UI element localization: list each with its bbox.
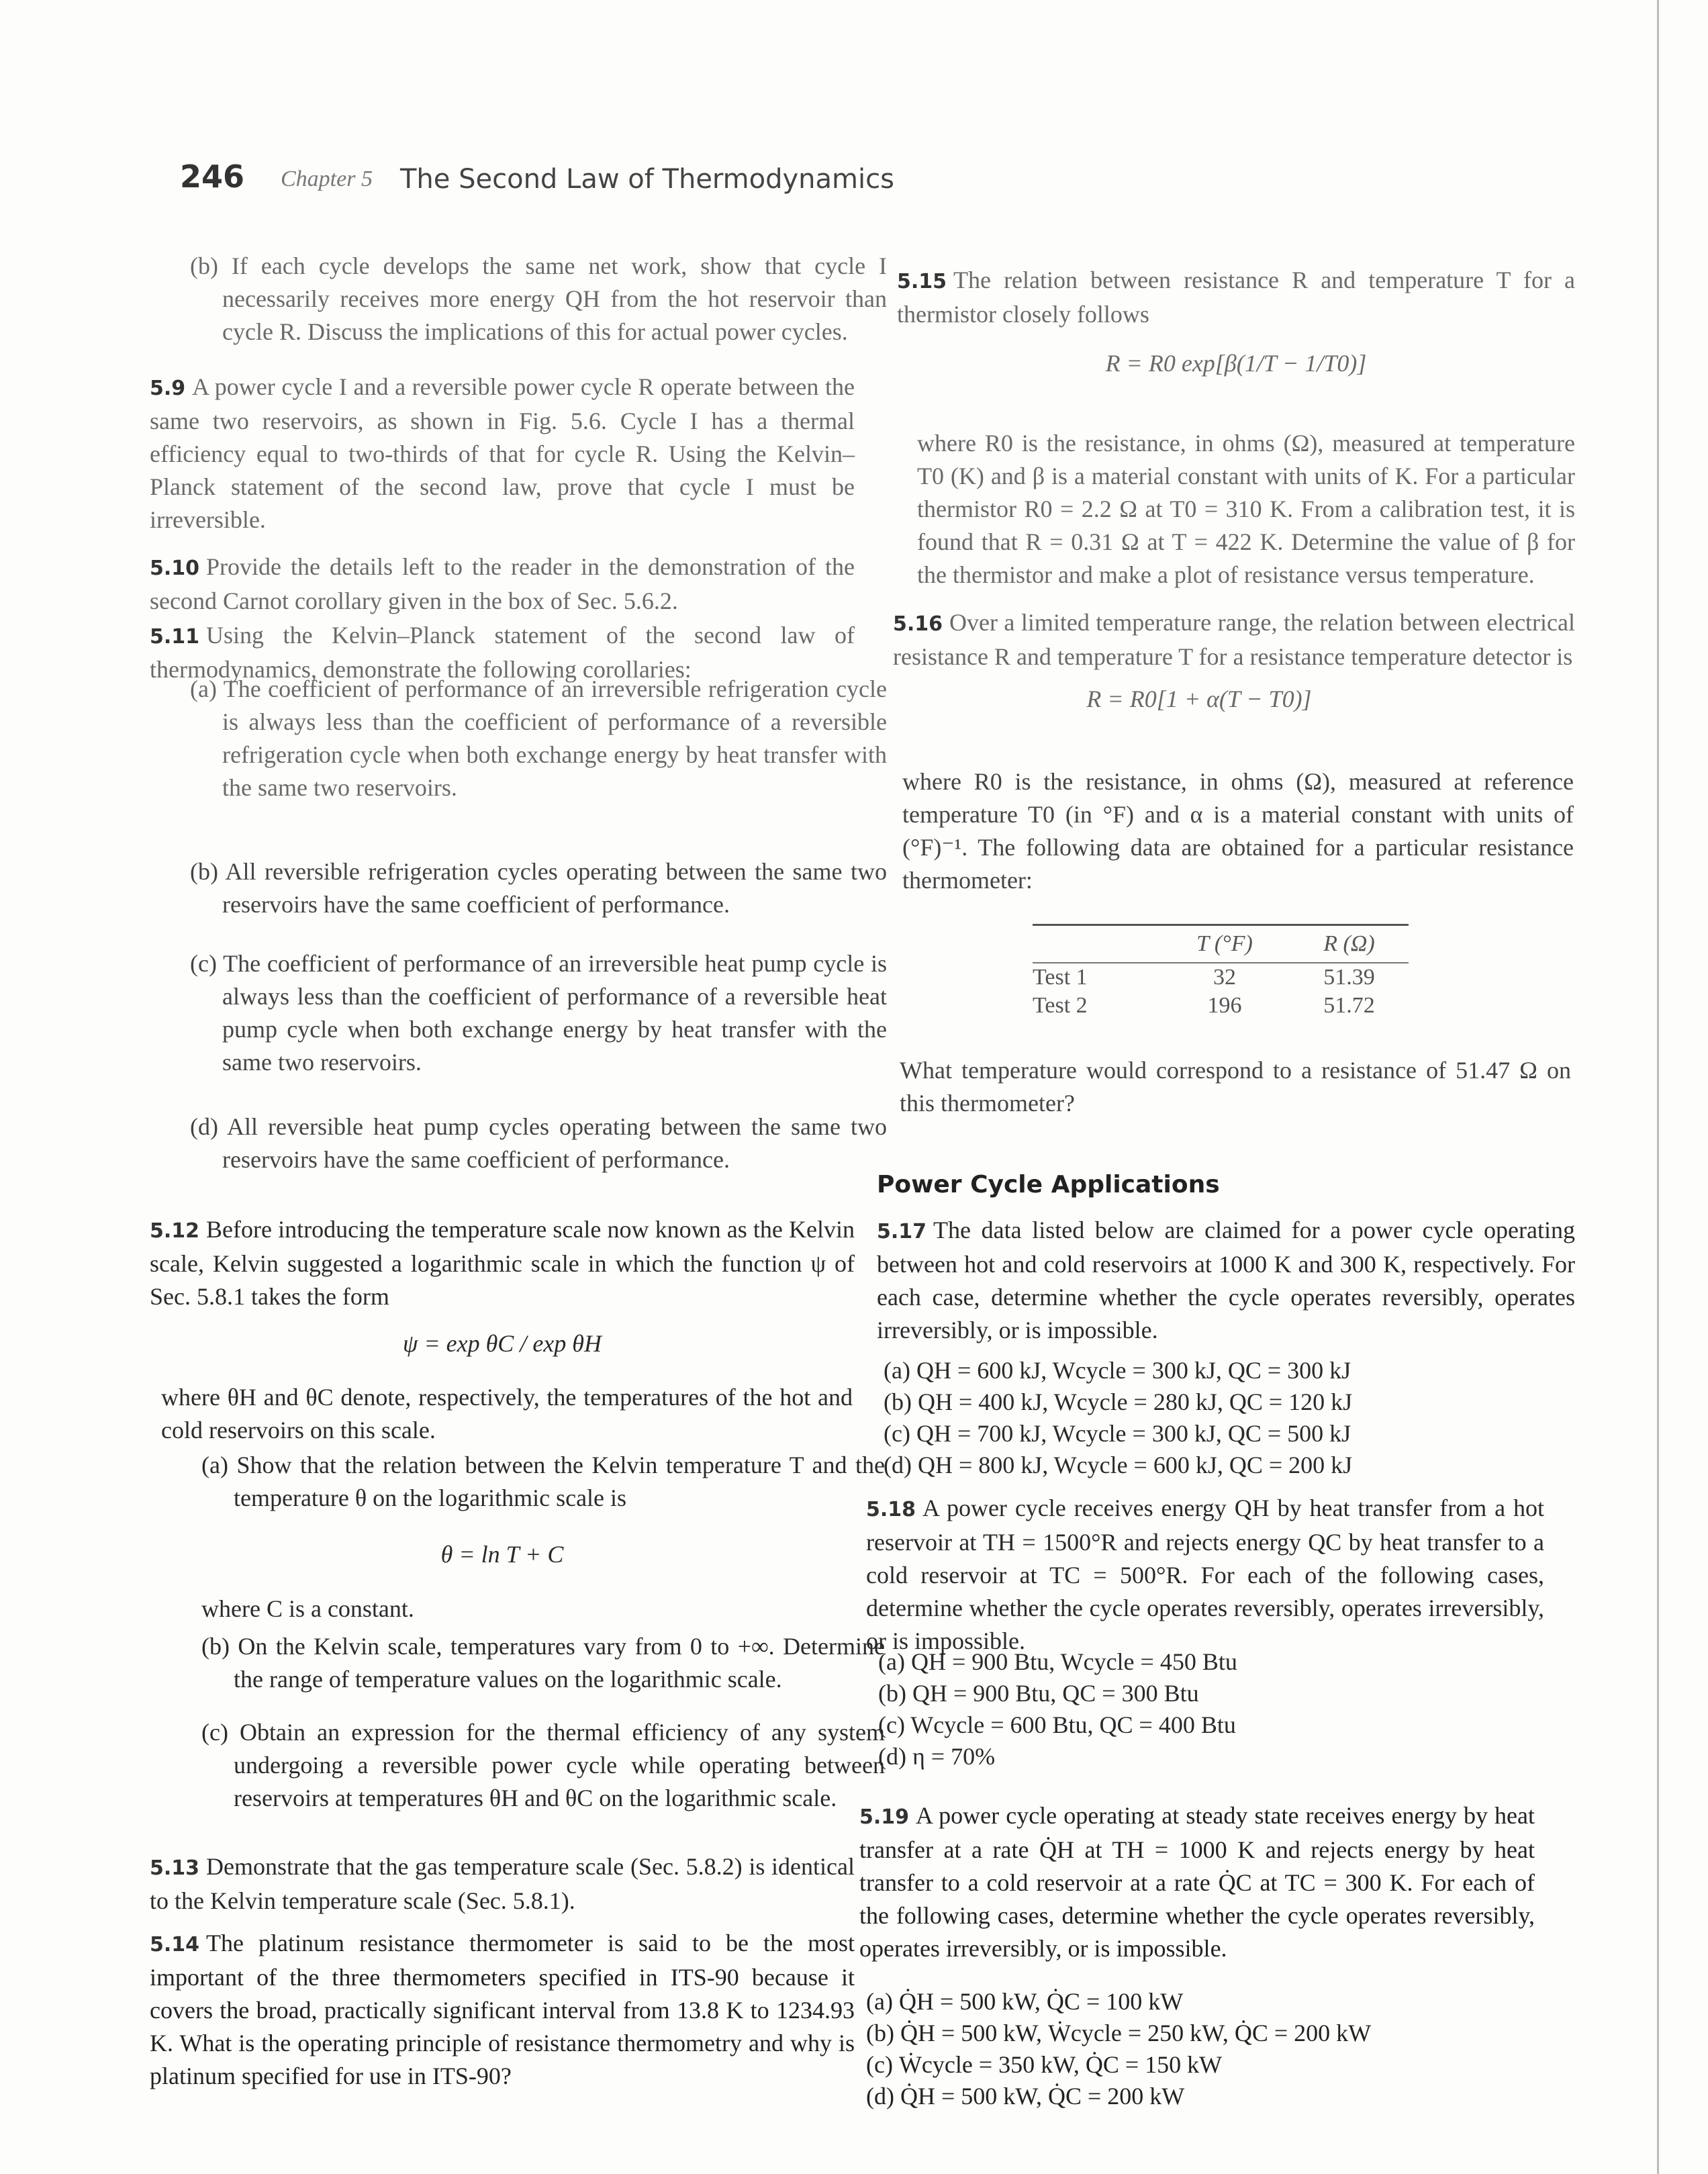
problem-text: Provide the details left to the reader in the demonstration of the second Carnot corollary given in the box of Sec. 5.6.2.: [150, 553, 855, 614]
problem-text: Using the Kelvin–Planck statement of the second law of thermodynamics, demonstrate the following corollaries:: [150, 622, 855, 683]
table-header: [1033, 925, 1159, 963]
table-cell: 32: [1213, 965, 1236, 990]
problem-number: 5.17: [877, 1220, 927, 1243]
problem-5-18-list: [878, 1646, 1550, 1773]
problem-text: A power cycle I and a reversible power cycle R operate between the same two reservoirs, as shown in Fig. 5.6. Cycle I has a thermal efficiency equal to two-thirds of that for cycle R. Using the Kelvin–Planck statement of the second law, prove that cycle I must be irreversible.: [150, 373, 855, 533]
table-cell: 51.72: [1323, 993, 1375, 1018]
list-item: (a) Q̇H = 500 kW, Q̇C = 100 kW: [866, 1988, 1184, 2015]
table-row: [1033, 992, 1409, 1020]
table-row: [1033, 963, 1409, 992]
problem-number: 5.13: [150, 1856, 200, 1880]
table-cell: 196: [1207, 993, 1242, 1018]
problem-5-17-list: [884, 1355, 1555, 1481]
problem-5-12-where: where θH and θC denote, respectively, the temperatures of the hot and cold reservoirs on this scale.: [161, 1384, 853, 1444]
problem-number: 5.10: [150, 557, 200, 580]
problem-5-19: [859, 1799, 1535, 1965]
list-item: (c) Ẇcycle = 350 kW, Q̇C = 150 kW: [866, 2051, 1223, 2078]
list-item: (b) QH = 900 Btu, QC = 300 Btu: [878, 1680, 1199, 1707]
problem-5-12-where-c: where C is a constant.: [201, 1595, 414, 1622]
problem-text: The platinum resistance thermometer is said to be the most important of the three thermometers specified in ITS-90 because it covers the broad, practically significant interval from 13.8 K to 1234.93 K. What is the operating principle of resistance thermometry and why is platinum specified for use in ITS-90?: [150, 1930, 855, 2089]
problem-5-15: [897, 264, 1575, 331]
problem-5-12: [150, 1213, 855, 1313]
problem-5-11c: (c) The coefficient of performance of an irreversible heat pump cycle is always less than the coefficient of performance of a reversible heat pump cycle when both exchange energy by heat transfer with the same two reservoirs.: [190, 950, 887, 1076]
chapter-label: Chapter 5: [281, 167, 373, 191]
problem-number: 5.19: [859, 1805, 910, 1829]
list-item: (d) Q̇H = 500 kW, Q̇C = 200 kW: [866, 2083, 1185, 2110]
page-edge-line: [1657, 0, 1659, 2174]
problem-5-12c: (c) Obtain an expression for the thermal efficiency of any system undergoing a reversible power cycle while operating between reservoirs at temperatures θH and θC on the logarithmic scale.: [201, 1719, 885, 1811]
problem-5-15-where: where R0 is the resistance, in ohms (Ω), measured at temperature T0 (K) and β is a material constant with units of K. For a particular thermistor R0 = 2.2 Ω at T0 = 310 K. From a calibration test, it is found that R = 0.31 Ω at T = 422 K. Determine the value of β for the thermistor and make a plot of resistance versus temperature.: [917, 430, 1575, 588]
equation-psi: ψ = exp θC / exp θH: [403, 1330, 602, 1357]
problem-5-16-question: What temperature would correspond to a resistance of 51.47 Ω on this thermometer?: [900, 1057, 1571, 1117]
problem-number: 5.16: [893, 612, 943, 636]
problem-number: 5.15: [897, 270, 947, 293]
problem-5-19-list: [866, 1986, 1578, 2112]
table-cell: Test 1: [1033, 965, 1088, 990]
table-header: R (Ω): [1290, 925, 1409, 963]
problem-5-9: [150, 371, 855, 536]
data-table: [1033, 924, 1409, 1020]
list-item: (a) QH = 900 Btu, Wcycle = 450 Btu: [878, 1648, 1237, 1675]
list-item: (b) Q̇H = 500 kW, Ẇcycle = 250 kW, Q̇C = 200 kW: [866, 2020, 1372, 2046]
table-header: T (°F): [1159, 925, 1290, 963]
problem-text: Over a limited temperature range, the relation between electrical resistance R and temperature T for a resistance temperature detector is: [893, 609, 1575, 670]
problem-5-10: [150, 551, 855, 618]
problem-number: 5.12: [150, 1219, 200, 1243]
list-item: (b) QH = 400 kJ, Wcycle = 280 kJ, QC = 120 kJ: [884, 1388, 1353, 1415]
problem-text: The data listed below are claimed for a power cycle operating between hot and cold reservoirs at 1000 K and 300 K, respectively. For each case, determine whether the cycle operates reversibly, operates irreversibly, or is impossible.: [877, 1217, 1575, 1343]
problem-5-17: [877, 1214, 1575, 1347]
problem-text: A power cycle receives energy QH by heat transfer from a hot reservoir at TH = 1500°R and rejects energy QC by heat transfer to a cold reservoir at TC = 500°R. For each of the following cases, determine whether the cycle operates reversibly, operates irreversibly, or is impossible.: [866, 1495, 1544, 1654]
list-item: (c) Wcycle = 600 Btu, QC = 400 Btu: [878, 1711, 1236, 1738]
table-cell: Test 2: [1033, 993, 1088, 1018]
problem-text: Before introducing the temperature scale now known as the Kelvin scale, Kelvin suggested a logarithmic scale in which the function ψ of Sec. 5.8.1 takes the form: [150, 1216, 855, 1310]
list-item: (d) QH = 800 kJ, Wcycle = 600 kJ, QC = 200 kJ: [884, 1452, 1353, 1478]
problem-number: 5.18: [866, 1498, 916, 1521]
problem-5-11d: (d) All reversible heat pump cycles operating between the same two reservoirs have the same coefficient of performance.: [190, 1113, 887, 1173]
problem-5-12b: (b) On the Kelvin scale, temperatures vary from 0 to +∞. Determine the range of temperature values on the logarithmic scale.: [201, 1633, 885, 1693]
chapter-title: The Second Law of Thermodynamics: [400, 164, 894, 195]
equation-rtd: R = R0[1 + α(T − T0)]: [1086, 686, 1312, 712]
problem-number: 5.9: [150, 377, 186, 400]
problem-5-11a: (a) The coefficient of performance of an irreversible refrigeration cycle is always less than the coefficient of performance of a reversible refrigeration cycle when both exchange energy by heat transfer with the same two reservoirs.: [190, 675, 887, 801]
problem-text: Demonstrate that the gas temperature scale (Sec. 5.8.2) is identical to the Kelvin temperature scale (Sec. 5.8.1).: [150, 1853, 855, 1914]
problem-5-16: [893, 606, 1575, 673]
problem-5-18: [866, 1492, 1544, 1658]
page-number: 246: [180, 158, 245, 195]
table-header-row: [1033, 925, 1409, 963]
equation-thermistor: R = R0 exp[β(1/T − 1/T0)]: [1105, 350, 1367, 377]
problem-5-16-where: where R0 is the resistance, in ohms (Ω), measured at reference temperature T0 (in °F) and α is a material constant with units of (°F)⁻¹. The following data are obtained for a particular resistance thermometer:: [902, 768, 1574, 894]
problem-5-12a: (a) Show that the relation between the Kelvin temperature T and the temperature θ on the logarithmic scale is: [201, 1452, 885, 1511]
problem-number: 5.14: [150, 1933, 200, 1956]
problem-5-8b: (b) If each cycle develops the same net work, show that cycle I necessarily receives more energy QH from the hot reservoir than cycle R. Discuss the implications of this for actual power cycles.: [190, 252, 887, 345]
problem-5-13: [150, 1850, 855, 1918]
problem-5-14: [150, 1927, 855, 2093]
list-item: (c) QH = 700 kJ, Wcycle = 300 kJ, QC = 500 kJ: [884, 1420, 1351, 1447]
section-heading: Power Cycle Applications: [877, 1171, 1220, 1198]
problem-text: A power cycle operating at steady state receives energy by heat transfer at a rate Q̇H at TH = 1000 K and rejects energy by heat transfer to a cold reservoir at a rate Q̇C at TC = 300 K. For each of the following cases, determine whether the cycle operates reversibly, operates irreversibly, or is impossible.: [859, 1802, 1535, 1962]
list-item: (a) QH = 600 kJ, Wcycle = 300 kJ, QC = 300 kJ: [884, 1357, 1351, 1384]
problem-5-11b: (b) All reversible refrigeration cycles operating between the same two reservoirs have the same coefficient of performance.: [190, 858, 887, 918]
problem-number: 5.11: [150, 625, 200, 649]
list-item: (d) η = 70%: [878, 1743, 996, 1770]
equation-theta: θ = ln T + C: [440, 1541, 564, 1568]
problem-text: The relation between resistance R and temperature T for a thermistor closely follows: [897, 267, 1575, 328]
table-cell: 51.39: [1323, 965, 1375, 990]
